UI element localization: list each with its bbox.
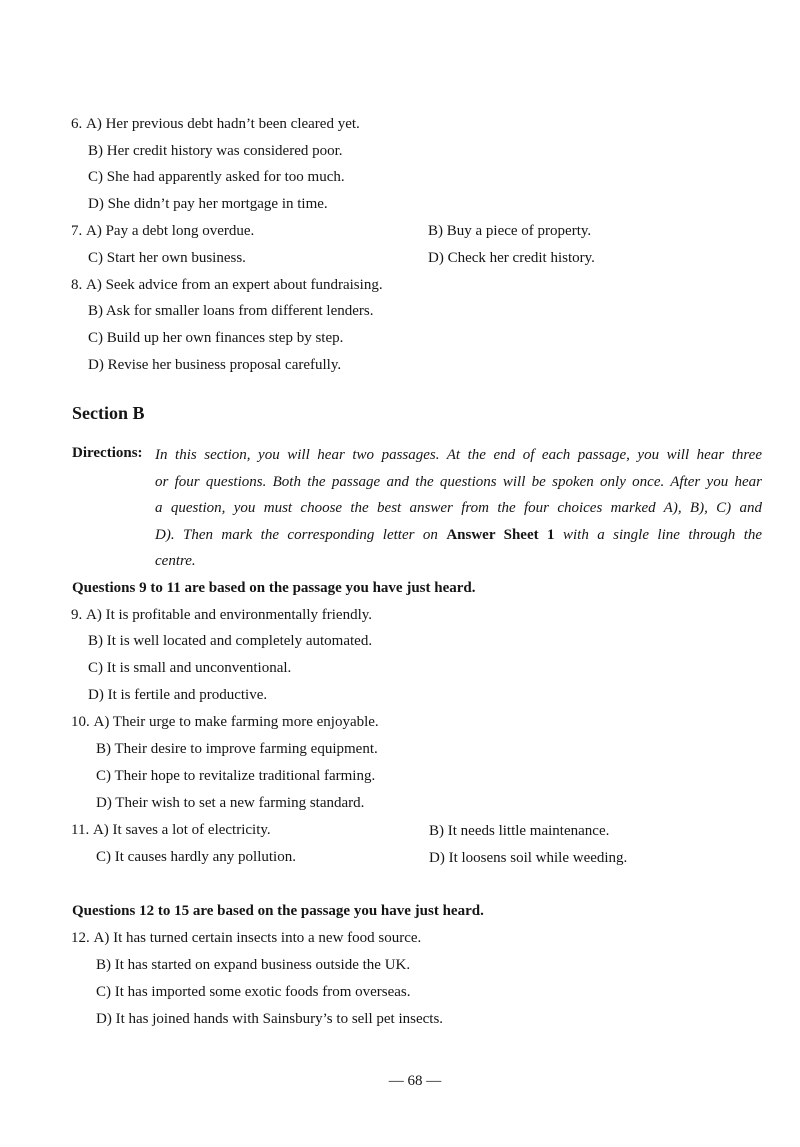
question-7-option-b[interactable]: B) Buy a piece of property. [428, 223, 592, 239]
question-11-option-b[interactable]: B) It needs little maintenance. [429, 823, 610, 839]
question-12-option-b[interactable]: B) It has started on expand business outside the UK. [96, 957, 411, 973]
question-number: 9. [71, 607, 83, 623]
question-10-option-b[interactable]: B) Their desire to improve farming equipment. [96, 741, 378, 757]
question-8-option-b[interactable]: B) Ask for smaller loans from different lenders. [88, 303, 374, 319]
question-8-option-a[interactable] [71, 276, 383, 294]
question-6-option-b[interactable]: B) Her credit history was considered poor. [88, 143, 343, 159]
question-number: 11. [71, 822, 90, 838]
question-12-option-a[interactable] [71, 929, 421, 947]
question-number: 6. [71, 116, 83, 132]
question-6-option-a[interactable] [71, 115, 360, 133]
question-10-option-c[interactable]: C) Their hope to revitalize traditional farming. [96, 768, 376, 784]
question-8-option-d[interactable]: D) Revise her business proposal carefully. [88, 357, 342, 373]
option-text: A) It is profitable and environmentally friendly. [86, 607, 373, 623]
option-text: A) Their urge to make farming more enjoyable. [93, 714, 379, 730]
section-title: Section B [72, 403, 145, 423]
directions-line: a question, you must choose the best answer from the four choices marked A), B), C) and [155, 500, 762, 516]
option-text: A) It has turned certain insects into a new food source. [93, 930, 422, 946]
question-11-option-c[interactable]: C) It causes hardly any pollution. [96, 849, 296, 865]
option-text: A) Seek advice from an expert about fundraising. [86, 277, 383, 293]
question-8-option-c[interactable]: C) Build up her own finances step by step. [88, 330, 344, 346]
question-10-option-d[interactable]: D) Their wish to set a new farming standard. [96, 795, 365, 811]
option-text: A) It saves a lot of electricity. [92, 822, 271, 838]
question-10-option-a[interactable] [71, 713, 379, 731]
question-9-option-b[interactable]: B) It is well located and completely automated. [88, 633, 373, 649]
question-12-option-c[interactable]: C) It has imported some exotic foods from overseas. [96, 984, 411, 1000]
question-11-option-d[interactable]: D) It loosens soil while weeding. [429, 850, 628, 866]
question-7-option-c[interactable]: C) Start her own business. [88, 250, 246, 266]
question-7-option-d[interactable]: D) Check her credit history. [428, 250, 595, 266]
option-text: A) Her previous debt hadn’t been cleared yet. [86, 116, 360, 132]
question-6-option-c[interactable]: C) She had apparently asked for too much. [88, 169, 345, 185]
directions-line: centre. [155, 553, 196, 569]
question-group-heading: Questions 9 to 11 are based on the passage you have just heard. [72, 580, 476, 596]
directions-text: with a single line through the [562, 527, 763, 543]
option-text: A) Pay a debt long overdue. [86, 223, 255, 239]
question-9-option-a[interactable] [71, 606, 372, 624]
question-11-option-a[interactable] [71, 821, 271, 839]
directions-text: D). Then mark the corresponding letter on [155, 527, 438, 543]
question-9-option-c[interactable]: C) It is small and unconventional. [88, 660, 292, 676]
question-6-option-d[interactable]: D) She didn’t pay her mortgage in time. [88, 196, 328, 212]
question-number: 7. [71, 223, 83, 239]
page-number: — 68 — [388, 1073, 442, 1089]
question-9-option-d[interactable]: D) It is fertile and productive. [88, 687, 268, 703]
directions-line: or four questions. Both the passage and the questions will be spoken only once. After you hear [155, 474, 762, 490]
directions-line: In this section, you will hear two passages. At the end of each passage, you will hear three [155, 447, 762, 463]
question-number: 12. [71, 930, 90, 946]
question-group-heading: Questions 12 to 15 are based on the passage you have just heard. [72, 903, 484, 919]
directions-line [155, 526, 762, 544]
question-7-option-a[interactable] [71, 222, 254, 240]
directions-label: Directions: [72, 445, 143, 461]
answer-sheet-label: Answer Sheet 1 [446, 527, 555, 543]
question-number: 10. [71, 714, 90, 730]
question-number: 8. [71, 277, 83, 293]
question-12-option-d[interactable]: D) It has joined hands with Sainsbury’s to sell pet insects. [96, 1011, 444, 1027]
